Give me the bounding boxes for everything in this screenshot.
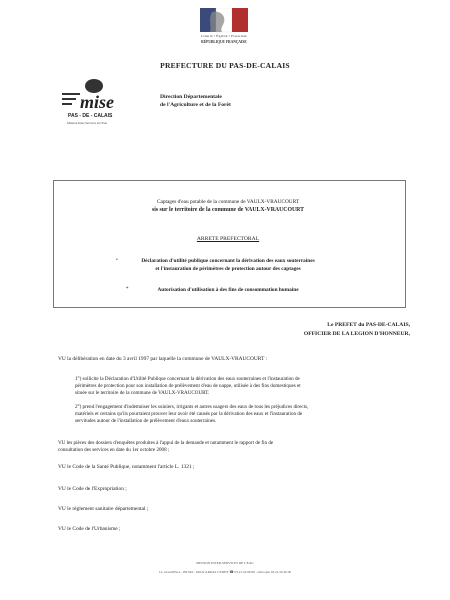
marianne-motto: Liberté • Égalité • Fraternité	[201, 34, 247, 38]
vu-dossiers-line-2: consultation des services en date du 1er octobre 2008 ;	[58, 447, 170, 454]
mise-emblem	[58, 78, 116, 120]
paragraph-2	[75, 404, 405, 426]
paragraph-1-line-2: périmètres de protection pour son installation de prélèvement d'eau de nappe, utilisée à des fins domestiques et	[75, 383, 301, 390]
vu-urbanisme: VU le Code de l'Urbanisme ;	[58, 526, 121, 532]
direction-line-2: de l'Agriculture et de la Forêt	[160, 102, 231, 108]
bullet-icon-1: •	[116, 258, 118, 263]
mise-logo	[58, 78, 116, 120]
prefecture-title: PREFECTURE DU PAS-DE-CALAIS	[160, 61, 290, 70]
vu-expropriation: VU le Code de l'Expropriation ;	[58, 486, 127, 492]
mise-line-2	[62, 98, 76, 100]
marianne-name: RÉPUBLIQUE FRANÇAISE	[201, 40, 247, 44]
paragraph-2-line-3: servitudes autour de l'installation de prélèvement d'eaux souterraines.	[75, 418, 217, 425]
mise-line-1	[62, 93, 80, 95]
mise-emblem-head	[85, 79, 103, 93]
direction-line-1: Direction Départementale	[160, 94, 222, 100]
flag-red	[232, 8, 248, 32]
paragraph-1-line-1: 1°) sollicite la Déclaration d'Utilité Publique concernant la dérivation des eaux souterraines et l'instauration de	[75, 376, 300, 382]
paragraph-1	[75, 376, 405, 398]
bullet-1-line-2: et l'instauration de périmètres de protection autour des captages	[155, 266, 301, 272]
subject-line-1: Captages d'eau potable de la commune de VAULX-VRAUCOURT	[156, 199, 300, 205]
footer-line-1: MISSION INTER-SERVICES DE L'EAU	[196, 561, 254, 565]
arrete-title: ARRETE PREFECTORAL	[196, 236, 260, 242]
mise-wordmark: mise	[80, 92, 114, 112]
vu-sante-publique: VU le Code de la Santé Publique, notamment l'article L. 1321 ;	[58, 464, 195, 470]
paragraph-2-line-1: 2°) prend l'engagement d'indemniser les usiniers, irrigants et autres usagers des eaux de tous les préjudices directs,	[75, 404, 309, 410]
bullet-2: Autorisation d'utilisation à des fins de consommation humaine	[157, 287, 299, 293]
vu-dossiers	[58, 440, 403, 454]
signatory-line-1: Le PREFET du PAS-DE-CALAIS,	[327, 322, 410, 328]
mise-sub: PAS - DE - CALAIS	[68, 113, 113, 119]
paragraph-2-line-2: matériels et certains qu'ils pourraient prouver leur avoir été causés par la dérivation des eaux et l'instauration de	[75, 411, 303, 418]
subject-line-2: sis sur le territoire de la commune de VAULX-VRAUCOURT	[151, 207, 304, 213]
vu-dossiers-line-1: VU les pièces des dossiers d'enquêtes produites à l'appui de la demande et notamment le rapport de fin de	[58, 440, 274, 446]
signatory-line-2: OFFICIER DE LA LEGION D'HONNEUR,	[303, 331, 410, 337]
mise-line-3	[62, 103, 72, 105]
bullet-icon-2: *	[126, 287, 129, 292]
footer-line-2: 12, Grand'Place - BP 942 - 62022 ARRAS CEDEX ☎ 03.21.22.99.99 - télécopie 03.21.50.30.30	[158, 570, 292, 574]
bullet-1-line-1: Déclaration d'utilité publique concernant la dérivation des eaux souterraines	[141, 258, 315, 264]
vu-reglement-sanitaire: VU le règlement sanitaire départemental ;	[58, 506, 149, 512]
mise-caption: Mission Inter-Services de l'Eau	[67, 121, 107, 125]
paragraph-1-line-3: située sur le territoire de la commune de VAULX-VRAUCOURT.	[75, 390, 210, 397]
vu-deliberation: VU la délibération en date du 3 avril 1997 par laquelle la commune de VAULX-VRAUCOURT :	[58, 356, 268, 362]
